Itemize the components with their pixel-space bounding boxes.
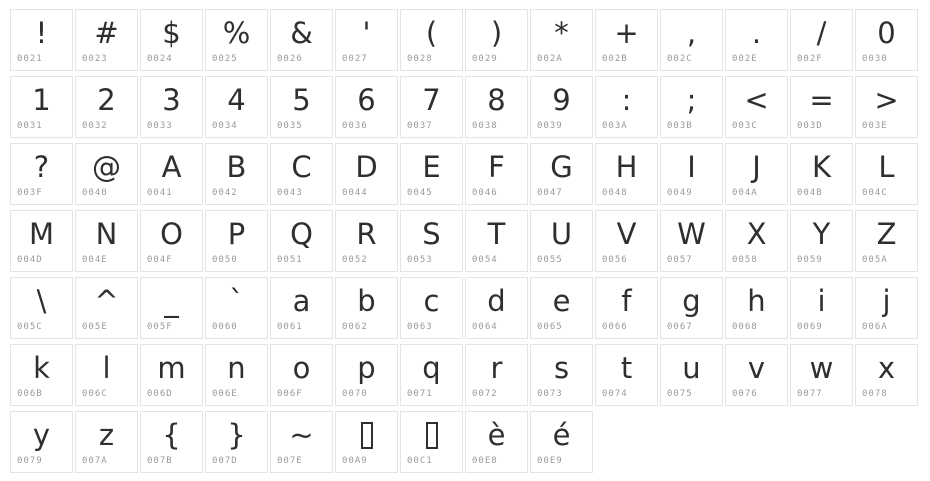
notdef-box-icon xyxy=(426,422,438,449)
glyph-character: E xyxy=(422,150,441,184)
glyph-character: ' xyxy=(362,16,371,50)
codepoint-label: 0079 xyxy=(17,456,43,466)
glyph-cell xyxy=(790,344,853,406)
glyph-character: ; xyxy=(686,83,697,117)
codepoint-label: 007B xyxy=(147,456,173,466)
glyph-cell xyxy=(10,143,73,205)
glyph-character: ~ xyxy=(289,418,314,452)
codepoint-label: 0021 xyxy=(17,54,43,64)
glyph-character: o xyxy=(292,351,311,385)
glyph-cell xyxy=(790,210,853,272)
glyph-cell xyxy=(400,76,463,138)
glyph-character: a xyxy=(292,284,311,318)
glyph-character: ? xyxy=(33,150,50,184)
glyph-character: F xyxy=(488,150,505,184)
codepoint-label: 004A xyxy=(732,188,758,198)
glyph-cell xyxy=(465,9,528,71)
codepoint-label: 006B xyxy=(17,389,43,399)
codepoint-label: 0029 xyxy=(472,54,498,64)
glyph-cell xyxy=(400,411,463,473)
codepoint-label: 0062 xyxy=(342,322,368,332)
glyph-character: , xyxy=(686,16,697,50)
glyph-cell xyxy=(530,143,593,205)
codepoint-label: 0033 xyxy=(147,121,173,131)
codepoint-label: 006E xyxy=(212,389,238,399)
codepoint-label: 004C xyxy=(862,188,888,198)
codepoint-label: 0047 xyxy=(537,188,563,198)
glyph-character: J xyxy=(752,150,761,184)
glyph-cell xyxy=(790,277,853,339)
codepoint-label: 007D xyxy=(212,456,238,466)
glyph-character: r xyxy=(490,351,503,385)
codepoint-label: 0049 xyxy=(667,188,693,198)
codepoint-label: 002B xyxy=(602,54,628,64)
glyph-cell xyxy=(400,143,463,205)
glyph-character: x xyxy=(877,351,896,385)
codepoint-label: 0024 xyxy=(147,54,173,64)
glyph-character: ! xyxy=(35,16,48,50)
codepoint-label: 0052 xyxy=(342,255,368,265)
codepoint-label: 0040 xyxy=(82,188,108,198)
glyph-cell xyxy=(10,411,73,473)
glyph-cell xyxy=(75,411,138,473)
glyph-cell xyxy=(725,143,788,205)
glyph-character: b xyxy=(357,284,376,318)
glyph-character: g xyxy=(682,284,701,318)
glyph-character: h xyxy=(747,284,766,318)
glyph-character: ) xyxy=(490,16,503,50)
glyph-character: = xyxy=(809,83,834,117)
glyph-character: t xyxy=(620,351,633,385)
glyph-cell xyxy=(725,277,788,339)
glyph-character: 3 xyxy=(162,83,181,117)
codepoint-label: 0070 xyxy=(342,389,368,399)
glyph-cell xyxy=(10,9,73,71)
glyph-cell xyxy=(660,210,723,272)
glyph-cell xyxy=(530,277,593,339)
codepoint-label: 0038 xyxy=(472,121,498,131)
glyph-character: 2 xyxy=(97,83,116,117)
codepoint-label: 0067 xyxy=(667,322,693,332)
glyph-cell xyxy=(10,210,73,272)
codepoint-label: 00A9 xyxy=(342,456,368,466)
glyph-character: } xyxy=(227,418,246,452)
glyph-cell xyxy=(205,76,268,138)
glyph-character: A xyxy=(161,150,182,184)
glyph-character: H xyxy=(615,150,638,184)
glyph-character: d xyxy=(487,284,506,318)
glyph-character: u xyxy=(682,351,701,385)
codepoint-label: 0060 xyxy=(212,322,238,332)
codepoint-label: 0050 xyxy=(212,255,238,265)
glyph-cell xyxy=(465,344,528,406)
glyph-cell xyxy=(140,277,203,339)
glyph-cell xyxy=(660,9,723,71)
codepoint-label: 0077 xyxy=(797,389,823,399)
glyph-character: / xyxy=(816,16,827,50)
glyph-character: $ xyxy=(162,16,181,50)
glyph-cell xyxy=(75,143,138,205)
codepoint-label: 0061 xyxy=(277,322,303,332)
glyph-cell xyxy=(595,76,658,138)
codepoint-label: 0072 xyxy=(472,389,498,399)
codepoint-label: 003F xyxy=(17,188,43,198)
glyph-cell xyxy=(660,143,723,205)
glyph-character: + xyxy=(614,16,639,50)
codepoint-label: 006A xyxy=(862,322,888,332)
codepoint-label: 0045 xyxy=(407,188,433,198)
glyph-cell xyxy=(10,76,73,138)
glyph-cell xyxy=(465,210,528,272)
glyph-character: W xyxy=(677,217,706,251)
codepoint-label: 0073 xyxy=(537,389,563,399)
glyph-cell xyxy=(10,344,73,406)
glyph-cell xyxy=(335,277,398,339)
glyph-character: % xyxy=(222,16,251,50)
codepoint-label: 0064 xyxy=(472,322,498,332)
glyph-character: P xyxy=(227,217,246,251)
glyph-character: p xyxy=(357,351,376,385)
codepoint-label: 0032 xyxy=(82,121,108,131)
glyph-cell xyxy=(725,344,788,406)
glyph-cell xyxy=(335,344,398,406)
glyph-cell xyxy=(10,277,73,339)
glyph-character: ^ xyxy=(94,284,119,318)
glyph-cell xyxy=(335,9,398,71)
glyph-character: ( xyxy=(425,16,438,50)
glyph-character: S xyxy=(422,217,441,251)
codepoint-label: 0051 xyxy=(277,255,303,265)
codepoint-label: 004B xyxy=(797,188,823,198)
codepoint-label: 0046 xyxy=(472,188,498,198)
codepoint-label: 005E xyxy=(82,322,108,332)
codepoint-label: 0068 xyxy=(732,322,758,332)
codepoint-label: 006F xyxy=(277,389,303,399)
glyph-cell xyxy=(855,143,918,205)
glyph-character: K xyxy=(811,150,832,184)
codepoint-label: 007E xyxy=(277,456,303,466)
glyph-cell xyxy=(140,344,203,406)
glyph-cell xyxy=(465,277,528,339)
glyph-cell xyxy=(465,143,528,205)
codepoint-label: 006C xyxy=(82,389,108,399)
codepoint-label: 007A xyxy=(82,456,108,466)
glyph-character: Y xyxy=(812,217,831,251)
codepoint-label: 002C xyxy=(667,54,693,64)
glyph-character: : xyxy=(621,83,632,117)
glyph-cell xyxy=(270,76,333,138)
glyph-character: N xyxy=(95,217,118,251)
glyph-cell xyxy=(270,411,333,473)
codepoint-label: 005A xyxy=(862,255,888,265)
glyph-cell xyxy=(400,277,463,339)
glyph-cell xyxy=(335,210,398,272)
codepoint-label: 0030 xyxy=(862,54,888,64)
codepoint-label: 0031 xyxy=(17,121,43,131)
missing-glyph xyxy=(336,412,397,456)
glyph-character: k xyxy=(33,351,50,385)
glyph-character: O xyxy=(160,217,183,251)
glyph-character: 5 xyxy=(292,83,311,117)
glyph-character: # xyxy=(94,16,119,50)
glyph-cell xyxy=(595,9,658,71)
glyph-character: 0 xyxy=(877,16,896,50)
codepoint-label: 0053 xyxy=(407,255,433,265)
glyph-cell xyxy=(205,210,268,272)
glyph-cell xyxy=(335,411,398,473)
glyph-character: z xyxy=(98,418,115,452)
glyph-character: < xyxy=(744,83,769,117)
glyph-cell xyxy=(400,344,463,406)
glyph-character: U xyxy=(550,217,573,251)
codepoint-label: 003C xyxy=(732,121,758,131)
glyph-character: R xyxy=(356,217,377,251)
glyph-cell xyxy=(530,210,593,272)
codepoint-label: 00E9 xyxy=(537,456,563,466)
glyph-character: { xyxy=(162,418,181,452)
glyph-character: L xyxy=(878,150,895,184)
codepoint-label: 0063 xyxy=(407,322,433,332)
glyph-character: \ xyxy=(36,284,47,318)
glyph-character: Z xyxy=(876,217,897,251)
glyph-cell xyxy=(530,344,593,406)
glyph-character: w xyxy=(809,351,834,385)
missing-glyph xyxy=(401,412,462,456)
codepoint-label: 003E xyxy=(862,121,888,131)
codepoint-label: 0055 xyxy=(537,255,563,265)
glyph-cell xyxy=(335,76,398,138)
codepoint-label: 0078 xyxy=(862,389,888,399)
codepoint-label: 0035 xyxy=(277,121,303,131)
codepoint-label: 0056 xyxy=(602,255,628,265)
codepoint-label: 0054 xyxy=(472,255,498,265)
codepoint-label: 0076 xyxy=(732,389,758,399)
codepoint-label: 002F xyxy=(797,54,823,64)
glyph-cell xyxy=(335,143,398,205)
codepoint-label: 0036 xyxy=(342,121,368,131)
codepoint-label: 0058 xyxy=(732,255,758,265)
glyph-cell xyxy=(855,76,918,138)
glyph-character: i xyxy=(817,284,826,318)
codepoint-label: 0057 xyxy=(667,255,693,265)
glyph-character: y xyxy=(32,418,51,452)
codepoint-label: 0023 xyxy=(82,54,108,64)
codepoint-label: 0027 xyxy=(342,54,368,64)
codepoint-label: 004D xyxy=(17,255,43,265)
glyph-character: v xyxy=(747,351,766,385)
glyph-cell xyxy=(660,344,723,406)
glyph-character: l xyxy=(102,351,111,385)
glyph-cell xyxy=(270,277,333,339)
glyph-character: ` xyxy=(229,284,244,318)
glyph-cell xyxy=(530,9,593,71)
glyph-cell xyxy=(725,9,788,71)
codepoint-label: 005F xyxy=(147,322,173,332)
codepoint-label: 0071 xyxy=(407,389,433,399)
glyph-character: f xyxy=(621,284,632,318)
glyph-character: X xyxy=(746,217,767,251)
codepoint-label: 0042 xyxy=(212,188,238,198)
glyph-character: j xyxy=(882,284,891,318)
glyph-character: Q xyxy=(290,217,313,251)
codepoint-label: 002A xyxy=(537,54,563,64)
codepoint-label: 0074 xyxy=(602,389,628,399)
codepoint-label: 0037 xyxy=(407,121,433,131)
glyph-character: 1 xyxy=(32,83,51,117)
glyph-cell xyxy=(595,277,658,339)
glyph-character: é xyxy=(552,418,571,452)
codepoint-label: 0028 xyxy=(407,54,433,64)
codepoint-label: 0066 xyxy=(602,322,628,332)
glyph-cell xyxy=(465,76,528,138)
codepoint-label: 0026 xyxy=(277,54,303,64)
codepoint-label: 00C1 xyxy=(407,456,433,466)
glyph-cell xyxy=(790,9,853,71)
glyph-cell xyxy=(465,411,528,473)
glyph-cell xyxy=(530,411,593,473)
glyph-cell xyxy=(790,76,853,138)
glyph-cell xyxy=(270,143,333,205)
glyph-character: D xyxy=(355,150,378,184)
glyph-character: V xyxy=(616,217,637,251)
glyph-character: * xyxy=(554,16,569,50)
glyph-character: e xyxy=(552,284,571,318)
glyph-cell xyxy=(205,344,268,406)
glyph-cell xyxy=(270,210,333,272)
codepoint-label: 0044 xyxy=(342,188,368,198)
glyph-cell xyxy=(660,76,723,138)
glyph-cell xyxy=(140,9,203,71)
glyph-character: 4 xyxy=(227,83,246,117)
codepoint-label: 0048 xyxy=(602,188,628,198)
glyph-character: s xyxy=(553,351,570,385)
glyph-cell xyxy=(400,210,463,272)
glyph-cell xyxy=(725,76,788,138)
glyph-cell xyxy=(140,210,203,272)
glyph-cell xyxy=(270,9,333,71)
glyph-character: m xyxy=(157,351,186,385)
glyph-cell xyxy=(75,76,138,138)
glyph-cell xyxy=(855,344,918,406)
glyph-character: @ xyxy=(92,150,121,184)
codepoint-label: 004E xyxy=(82,255,108,265)
codepoint-label: 0059 xyxy=(797,255,823,265)
glyph-character: > xyxy=(874,83,899,117)
glyph-cell xyxy=(595,143,658,205)
codepoint-label: 003D xyxy=(797,121,823,131)
glyph-character: G xyxy=(550,150,573,184)
glyph-cell xyxy=(205,277,268,339)
glyph-cell xyxy=(75,344,138,406)
glyph-cell xyxy=(400,9,463,71)
codepoint-label: 0069 xyxy=(797,322,823,332)
glyph-cell xyxy=(140,143,203,205)
glyph-cell xyxy=(855,9,918,71)
glyph-character: M xyxy=(28,217,55,251)
codepoint-label: 0025 xyxy=(212,54,238,64)
codepoint-label: 0041 xyxy=(147,188,173,198)
codepoint-label: 0039 xyxy=(537,121,563,131)
glyph-cell xyxy=(270,344,333,406)
glyph-character: T xyxy=(487,217,506,251)
glyph-cell xyxy=(205,143,268,205)
glyph-cell xyxy=(75,277,138,339)
glyph-character: _ xyxy=(164,284,179,318)
glyph-cell xyxy=(725,210,788,272)
codepoint-label: 00E8 xyxy=(472,456,498,466)
glyph-character: c xyxy=(423,284,440,318)
glyph-cell xyxy=(595,344,658,406)
codepoint-label: 004F xyxy=(147,255,173,265)
glyph-character: q xyxy=(422,351,441,385)
glyph-character: 7 xyxy=(422,83,441,117)
glyph-cell xyxy=(855,210,918,272)
glyph-cell xyxy=(75,210,138,272)
codepoint-label: 005C xyxy=(17,322,43,332)
glyph-character: C xyxy=(291,150,312,184)
codepoint-label: 002E xyxy=(732,54,758,64)
glyph-character: 6 xyxy=(357,83,376,117)
glyph-cell xyxy=(140,411,203,473)
codepoint-label: 0065 xyxy=(537,322,563,332)
glyph-character: 8 xyxy=(487,83,506,117)
glyph-cell xyxy=(595,210,658,272)
codepoint-label: 0034 xyxy=(212,121,238,131)
glyph-character: n xyxy=(227,351,246,385)
codepoint-label: 006D xyxy=(147,389,173,399)
codepoint-label: 003B xyxy=(667,121,693,131)
codepoint-label: 0043 xyxy=(277,188,303,198)
glyph-character: è xyxy=(487,418,506,452)
notdef-box-icon xyxy=(361,422,373,449)
glyph-character: . xyxy=(751,16,762,50)
glyph-cell xyxy=(205,9,268,71)
glyph-character: B xyxy=(226,150,247,184)
glyph-cell xyxy=(790,143,853,205)
glyph-cell xyxy=(75,9,138,71)
glyph-cell xyxy=(205,411,268,473)
glyph-cell xyxy=(140,76,203,138)
glyph-cell xyxy=(660,277,723,339)
codepoint-label: 003A xyxy=(602,121,628,131)
codepoint-label: 0075 xyxy=(667,389,693,399)
glyph-character: & xyxy=(290,16,313,50)
glyph-character: I xyxy=(687,150,696,184)
glyph-cell xyxy=(530,76,593,138)
glyph-character: 9 xyxy=(552,83,571,117)
glyph-cell xyxy=(855,277,918,339)
